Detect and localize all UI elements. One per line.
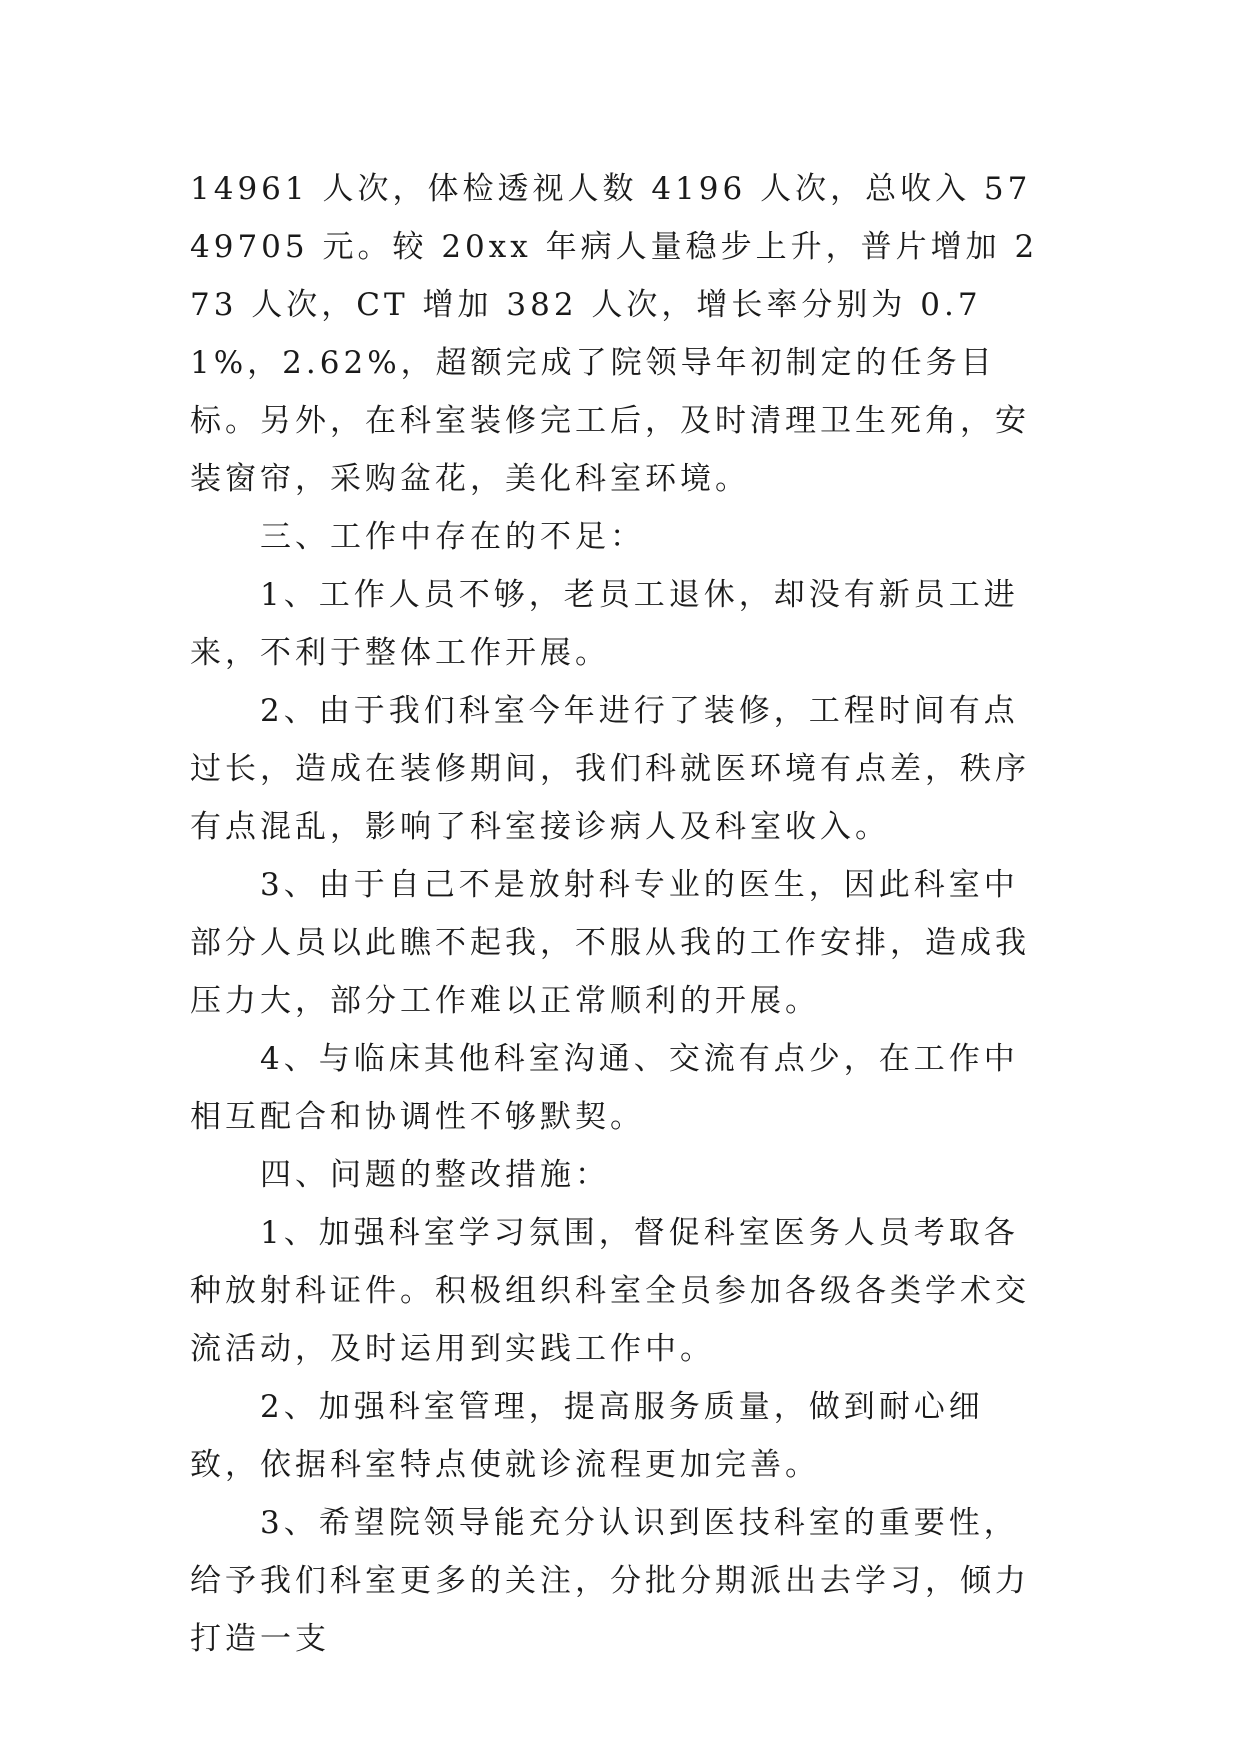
shortcoming-item-4: 4、与临床其他科室沟通、交流有点少，在工作中相互配合和协调性不够默契。 (190, 1041, 1019, 1135)
paragraph-continued-statistics: 14961 人次，体检透视人数 4196 人次，总收入 5749705 元。较 20xx 年病人量稳步上升，普片增加 273 人次，CT 增加 382 人次，增长率分别为 0.71%，2.62%，超额完成了院领导年初制定的任务目标。另外，在科室装修完工后，及时清理卫生死角，安装窗帘，采购盆花，美化科室环境。 (190, 171, 1039, 497)
document-body (190, 160, 1052, 1668)
measure-item-1: 1、加强科室学习氛围，督促科室医务人员考取各种放射科证件。积极组织科室全员参加各级各类学术交流活动，及时运用到实践工作中。 (190, 1215, 1030, 1367)
shortcoming-item-3: 3、由于自己不是放射科专业的医生，因此科室中部分人员以此瞧不起我，不服从我的工作安排，造成我压力大，部分工作难以正常顺利的开展。 (190, 867, 1030, 1019)
measure-item-2: 2、加强科室管理，提高服务质量，做到耐心细致，依据科室特点使就诊流程更加完善。 (190, 1389, 984, 1483)
measure-item-3: 3、希望院领导能充分认识到医技科室的重要性，给予我们科室更多的关注，分批分期派出去学习，倾力打造一支 (190, 1505, 1030, 1657)
section-heading-shortcomings: 三、工作中存在的不足： (260, 519, 645, 555)
shortcoming-item-2: 2、由于我们科室今年进行了装修，工程时间有点过长，造成在装修期间，我们科就医环境有点差，秩序有点混乱，影响了科室接诊病人及科室收入。 (190, 693, 1030, 845)
shortcoming-item-1: 1、工作人员不够，老员工退休，却没有新员工进来，不利于整体工作开展。 (190, 577, 1019, 671)
section-heading-measures: 四、问题的整改措施： (260, 1157, 610, 1193)
